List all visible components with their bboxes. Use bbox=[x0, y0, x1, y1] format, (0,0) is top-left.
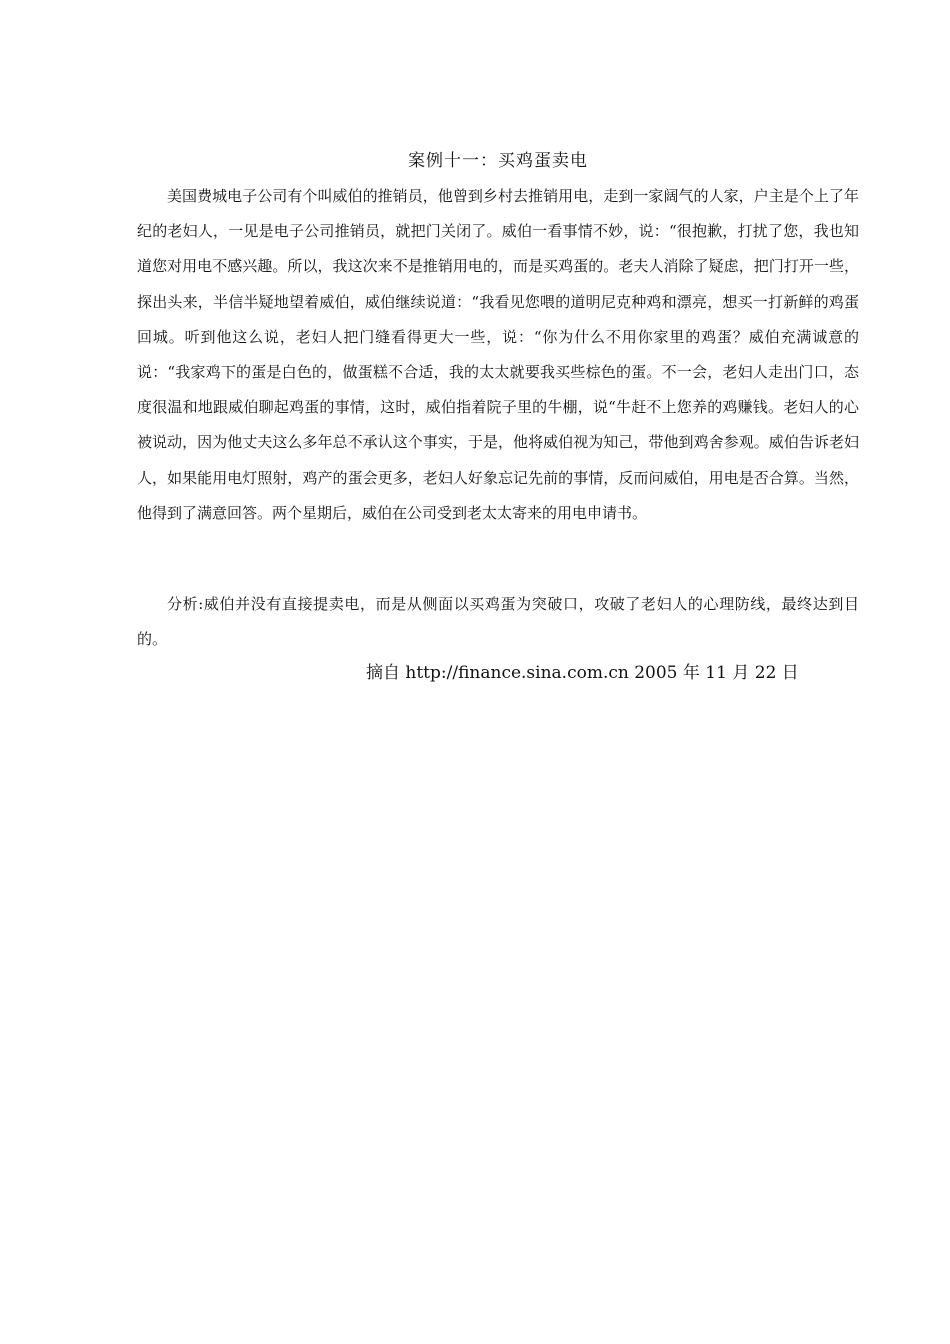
story-paragraph: 美国费城电子公司有个叫威伯的推销员，他曾到乡村去推销用电，走到一家阔气的人家，户主是个上了年纪的老妇人，一见是电子公司推销员，就把门关闭了。威伯一看事情不妙，说：“很抱歉，打扰了您，我也知道您对用电不感兴趣。所以，我这次来不是推销用电的，而是买鸡蛋的。老夫人消除了疑虑，把门打开一些，探出头来，半信半疑地望着威伯，威伯继续说道：“我看见您喂的道明尼克种鸡和漂亮，想买一打新鲜的鸡蛋回城。听到他这么说，老妇人把门缝看得更大一些，说：“你为什么不用你家里的鸡蛋？威伯充满诚意的说：“我家鸡下的蛋是白色的，做蛋糕不合适，我的太太就要我买些棕色的蛋。不一会，老妇人走出门口，态度很温和地跟威伯聊起鸡蛋的事情，这时，威伯指着院子里的牛棚，说“牛赶不上您养的鸡赚钱。老妇人的心被说动，因为他丈夫这么多年总不承认这个事实，于是，他将威伯视为知己，带他到鸡舍参观。威伯告诉老妇人，如果能用电灯照射，鸡产的蛋会更多，老妇人好象忘记先前的事情，反而问威伯，用电是否合算。当然，他得到了满意回答。两个星期后，威伯在公司受到老太太寄来的用电申请书。 bbox=[137, 187, 859, 522]
story-paragraph-block bbox=[137, 179, 859, 531]
analysis-paragraph: 分析:威伯并没有直接提卖电，而是从侧面以买鸡蛋为突破口，攻破了老妇人的心理防线，最终达到目的。 bbox=[137, 595, 859, 649]
case-title: 案例十一：买鸡蛋卖电 bbox=[408, 151, 588, 171]
analysis-paragraph-block bbox=[137, 587, 859, 657]
source-citation: 摘自 http://finance.sina.com.cn 2005 年 11 月 22 日 bbox=[366, 663, 799, 683]
